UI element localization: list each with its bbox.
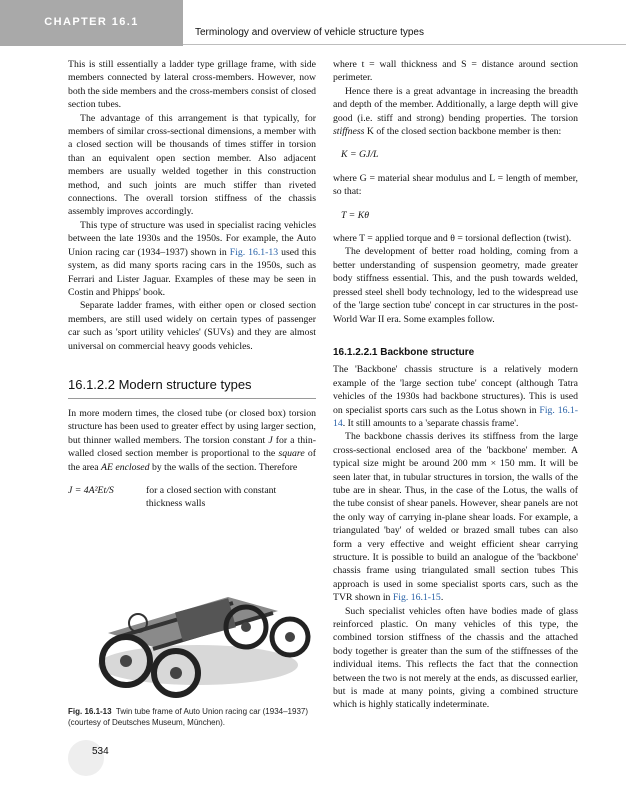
text: The backbone chassis derives its stiffness from the large cross-sectional enclosed area of the 'backbone' member. A typical size might be around 200 mm × 150 mm. It will be seen later that, in tubular structures in torsion, the walls of the tube are in shear. Thus, in the case of the Lotus, the walls of the tube consist of shear panels. However, shear panels are not the only way of carrying in-plane shear loads. For example, a triangulated 'bay' of welded or brazed small tubes can also form a very effective and weight efficient shear carrying structure. It is possible to build an analogue of the 'backbone' chassis frame using triangulated small section tubes This approach is used in some specialist sports cars, such as the TVR shown in [333, 431, 578, 604]
paragraph: where T = applied torque and θ = torsional deflection (twist). [333, 233, 572, 245]
page-number: 534 [92, 746, 109, 757]
paragraph: Separate ladder frames, with either open or closed section members, are still used widely on certain types of passenger car such as 'sport utility vehicles' (SUVs) and they are almost universal on commercial heavy goods vehicles. [68, 300, 316, 352]
chassis-photo [68, 545, 316, 705]
paragraph [68, 407, 316, 474]
paragraph: Such specialist vehicles often have bodies made of glass reinforced plastic. On many vehicles of this type, the combined torsion stiffness of the chassis and the attached body together is greater than the sum of the stiffnesses of the individual items. This reflects the fact that the connection between the two is not merely at the ends, as discussed earlier, but is made at many points, giving a combined structure which is highly statically indeterminate. [333, 605, 578, 711]
text: for a thin-walled closed section member is proportional to the [68, 434, 316, 460]
equation: K = GJ/L [341, 149, 379, 161]
paragraph: The advantage of this arrangement is that typically, for members of similar cross-sectional dimensions, a member with a closed section will be thousands of times stiffer in torsion than an equivalent open section member. Also adjacent members are usually welded together in this construction method, and such joints are much stiffer than riveted connections. The overall torsion stiffness of the chassis assembly improves accordingly. [68, 112, 316, 218]
equation: T = Kθ [341, 209, 369, 221]
paragraph: where t = wall thickness and S = distance around section perimeter. [333, 59, 578, 84]
paragraph: The development of better road holding, coming from a better understanding of suspension geometry, made greater body stiffness essential. This, and the push towards welded, pressed steel shell body technology, led to the widespread use of the 'large section tube' concept in car structures in the post-World War II era. Some examples follow. [333, 246, 578, 325]
text: stiffness [333, 126, 365, 138]
right-column [333, 58, 578, 712]
left-column [68, 58, 316, 511]
paragraph [333, 430, 578, 604]
text: K of the closed section backbone member is then: [366, 126, 562, 138]
paragraph: This is still essentially a ladder type grillage frame, with side members connected by lateral cross-members. However, now both the side members and the cross-members consist of closed section tubes. [68, 59, 316, 111]
text: This type of structure was used in specialist racing vehicles between the late 1930s and the 1950s. For example, the Auto Union racing car (1934–1937) shown in [68, 219, 316, 258]
equation-formula: J = 4A²Et/S [68, 484, 114, 496]
figure-caption-text: Twin tube frame of Auto Union racing car (1934–1937) (courtesy of Deutsches Museum, München). [68, 707, 309, 727]
figure-caption [68, 706, 316, 728]
equation [68, 484, 316, 511]
paragraph [333, 85, 578, 139]
subsection-heading: 16.1.2.2.1 Backbone structure [333, 346, 475, 358]
figure-link[interactable]: Fig. 16.1-14 [333, 404, 578, 429]
header-rule [183, 44, 626, 45]
text: In more modern times, the closed tube (or closed box) torsion structure has been used to greater effect by using larger section, but thinner walled members. The torsion constant [68, 407, 316, 446]
running-head-title: Terminology and overview of vehicle structure types [195, 27, 424, 38]
text: AE [101, 461, 113, 473]
text: Hence there is a great advantage in increasing the breadth and depth of the member. Additionally, a large depth will give good (i.e. stiff and strong) bending properties. The torsion [333, 85, 578, 124]
paragraph: where G = material shear modulus and L = length of member, so that: [333, 172, 578, 198]
text: of the area [68, 448, 317, 473]
text: by the walls of the section. Therefore [151, 461, 298, 473]
figure-link[interactable]: Fig. 16.1-15 [392, 592, 441, 604]
text: square [278, 448, 305, 460]
equation-note: for a closed section with constant thickness walls [146, 484, 277, 510]
figure-label: Fig. 16.1-13 [68, 707, 112, 716]
text: used this system, as did many sports racing cars in the 1950s, such as Ferrari and Lister Jaguar. Examples of these may be seen in Costin and Phipps' book. [68, 246, 317, 298]
text: enclosed [115, 461, 150, 473]
text: . It still amounts to a 'separate chassis frame'. [342, 417, 519, 429]
figure-link[interactable]: Fig. 16.1-13 [229, 246, 279, 258]
paragraph [68, 219, 316, 299]
chapter-tab: CHAPTER 16.1 [0, 0, 183, 46]
text: . [440, 592, 444, 604]
text: J [268, 434, 273, 446]
section-heading: 16.1.2.2 Modern structure types [68, 377, 316, 399]
text: The 'Backbone' chassis structure is a relatively modern example of the 'large section tube' concept (although Tatra vehicles of the 1930s had backbone structures). This is used on specialist sports cars such as the Lotus shown in [333, 364, 578, 416]
paragraph [333, 363, 578, 430]
